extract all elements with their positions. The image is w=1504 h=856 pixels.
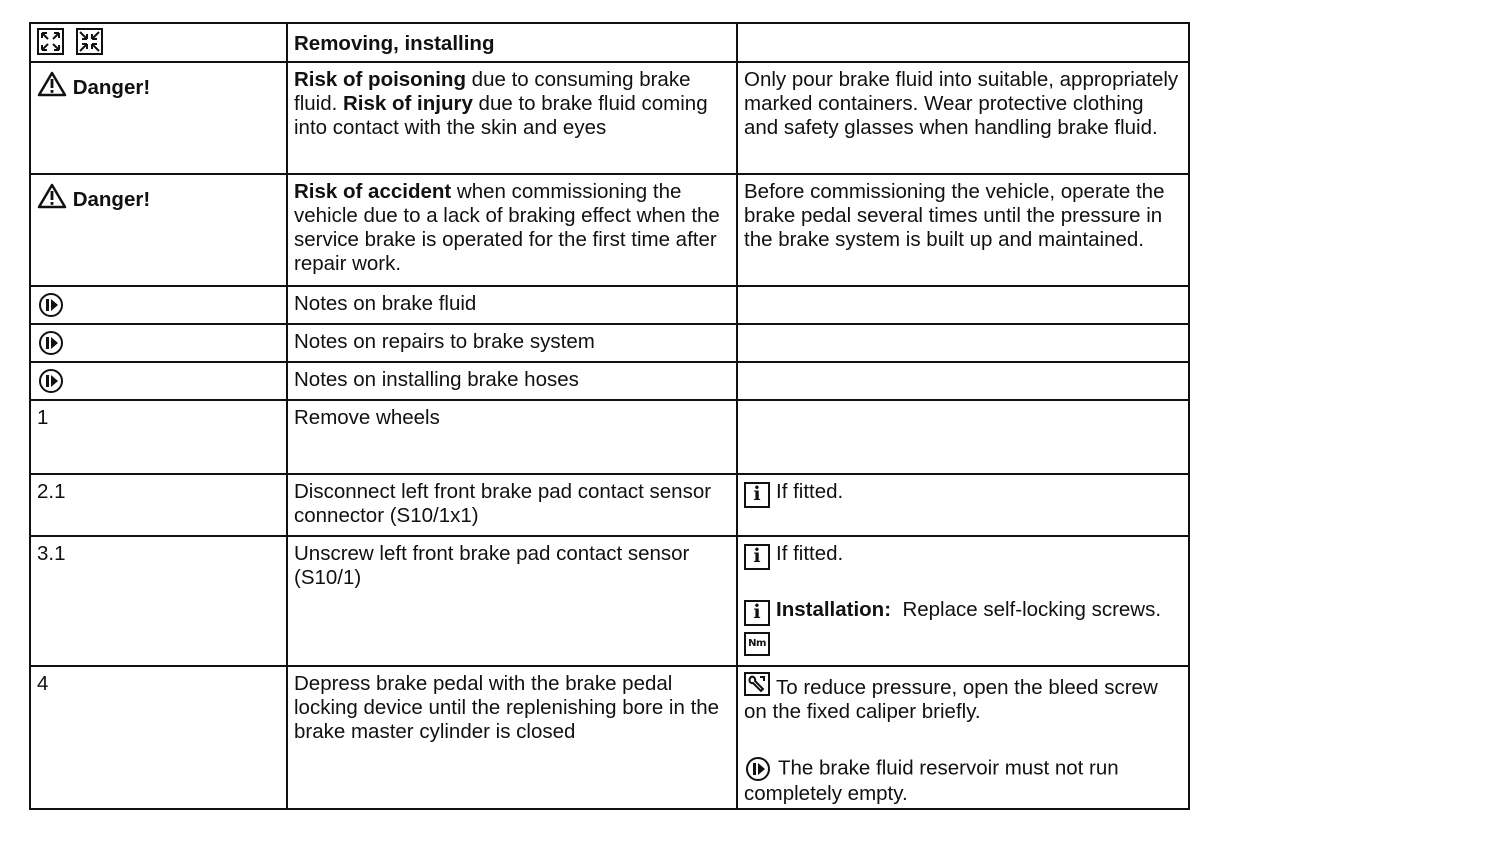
note-info-circle-icon [37,368,65,394]
table-row [30,324,1189,362]
table-row [30,23,1189,62]
note-info-circle-icon [37,292,65,318]
table-row [30,174,1189,286]
note-link[interactable]: Notes on installing brake hoses [287,362,737,400]
table-row [30,474,1189,536]
step-description: Disconnect left front brake pad contact sensor connector (S10/1x1) [287,474,737,536]
compress-icon [76,28,103,55]
header-title: Removing, installing [287,23,737,62]
note-info-circle-icon [37,330,65,356]
expand-icon [37,28,64,55]
note-info-circle-icon [744,756,772,782]
step-number: 2.1 [30,474,287,536]
danger-label-cell [30,62,287,174]
table-row [30,536,1189,666]
note-icon-cell [30,324,287,362]
warning-triangle-icon [37,183,67,209]
danger-remedy: Only pour brake fluid into suitable, appropriately marked containers. Wear protective clothing and safety glasses when handling brake fluid. [737,62,1189,174]
note-icon-cell [30,362,287,400]
note-link[interactable]: Notes on repairs to brake system [287,324,737,362]
step-note-cell [737,474,1189,536]
step-number: 4 [30,666,287,809]
step-note-cell [737,666,1189,809]
info-icon: i [744,600,770,626]
torque-nm-icon[interactable]: Nm [744,632,770,656]
danger-label: Danger! [72,188,151,211]
header-empty-cell [737,23,1189,62]
step-description: Remove wheels [287,400,737,474]
danger-remedy: Before commissioning the vehicle, operate the brake pedal several times until the pressure in the brake system is built up and maintained. [737,174,1189,286]
danger-label-cell [30,174,287,286]
step-number: 3.1 [30,536,287,666]
empty-cell [737,400,1189,474]
empty-cell [737,324,1189,362]
step-note: If fitted. [776,542,844,565]
header-icons-cell [30,23,287,62]
table-row [30,362,1189,400]
step-note: The brake fluid reservoir must not run completely empty. [744,756,1119,805]
note-link[interactable]: Notes on brake fluid [287,286,737,324]
step-note: If fitted. [776,480,844,503]
danger-description: Risk of poisoning due to consuming brake fluid. Risk of injury due to brake fluid coming into contact with the skin and eyes [287,62,737,174]
danger-description: Risk of accident when commissioning the vehicle due to a lack of braking effect when the service brake is operated for the first time after repair work. [287,174,737,286]
installation-label: Installation: [776,598,892,621]
step-description: Unscrew left front brake pad contact sensor (S10/1) [287,536,737,666]
procedure-table [29,22,1190,810]
danger-label: Danger! [72,76,151,99]
step-note-cell [737,536,1189,666]
note-icon-cell [30,286,287,324]
step-note: To reduce pressure, open the bleed screw on the fixed caliper briefly. [744,676,1158,723]
warning-triangle-icon [37,71,67,97]
table-row [30,666,1189,809]
empty-cell [737,362,1189,400]
step-number: 1 [30,400,287,474]
step-description: Depress brake pedal with the brake pedal locking device until the replenishing bore in the brake master cylinder is closed [287,666,737,809]
table-row [30,400,1189,474]
info-icon: i [744,482,770,508]
table-row [30,286,1189,324]
empty-cell [737,286,1189,324]
info-icon: i [744,544,770,570]
installation-note: Replace self-locking screws. [891,598,1162,621]
tool-icon [744,672,770,696]
table-row [30,62,1189,174]
